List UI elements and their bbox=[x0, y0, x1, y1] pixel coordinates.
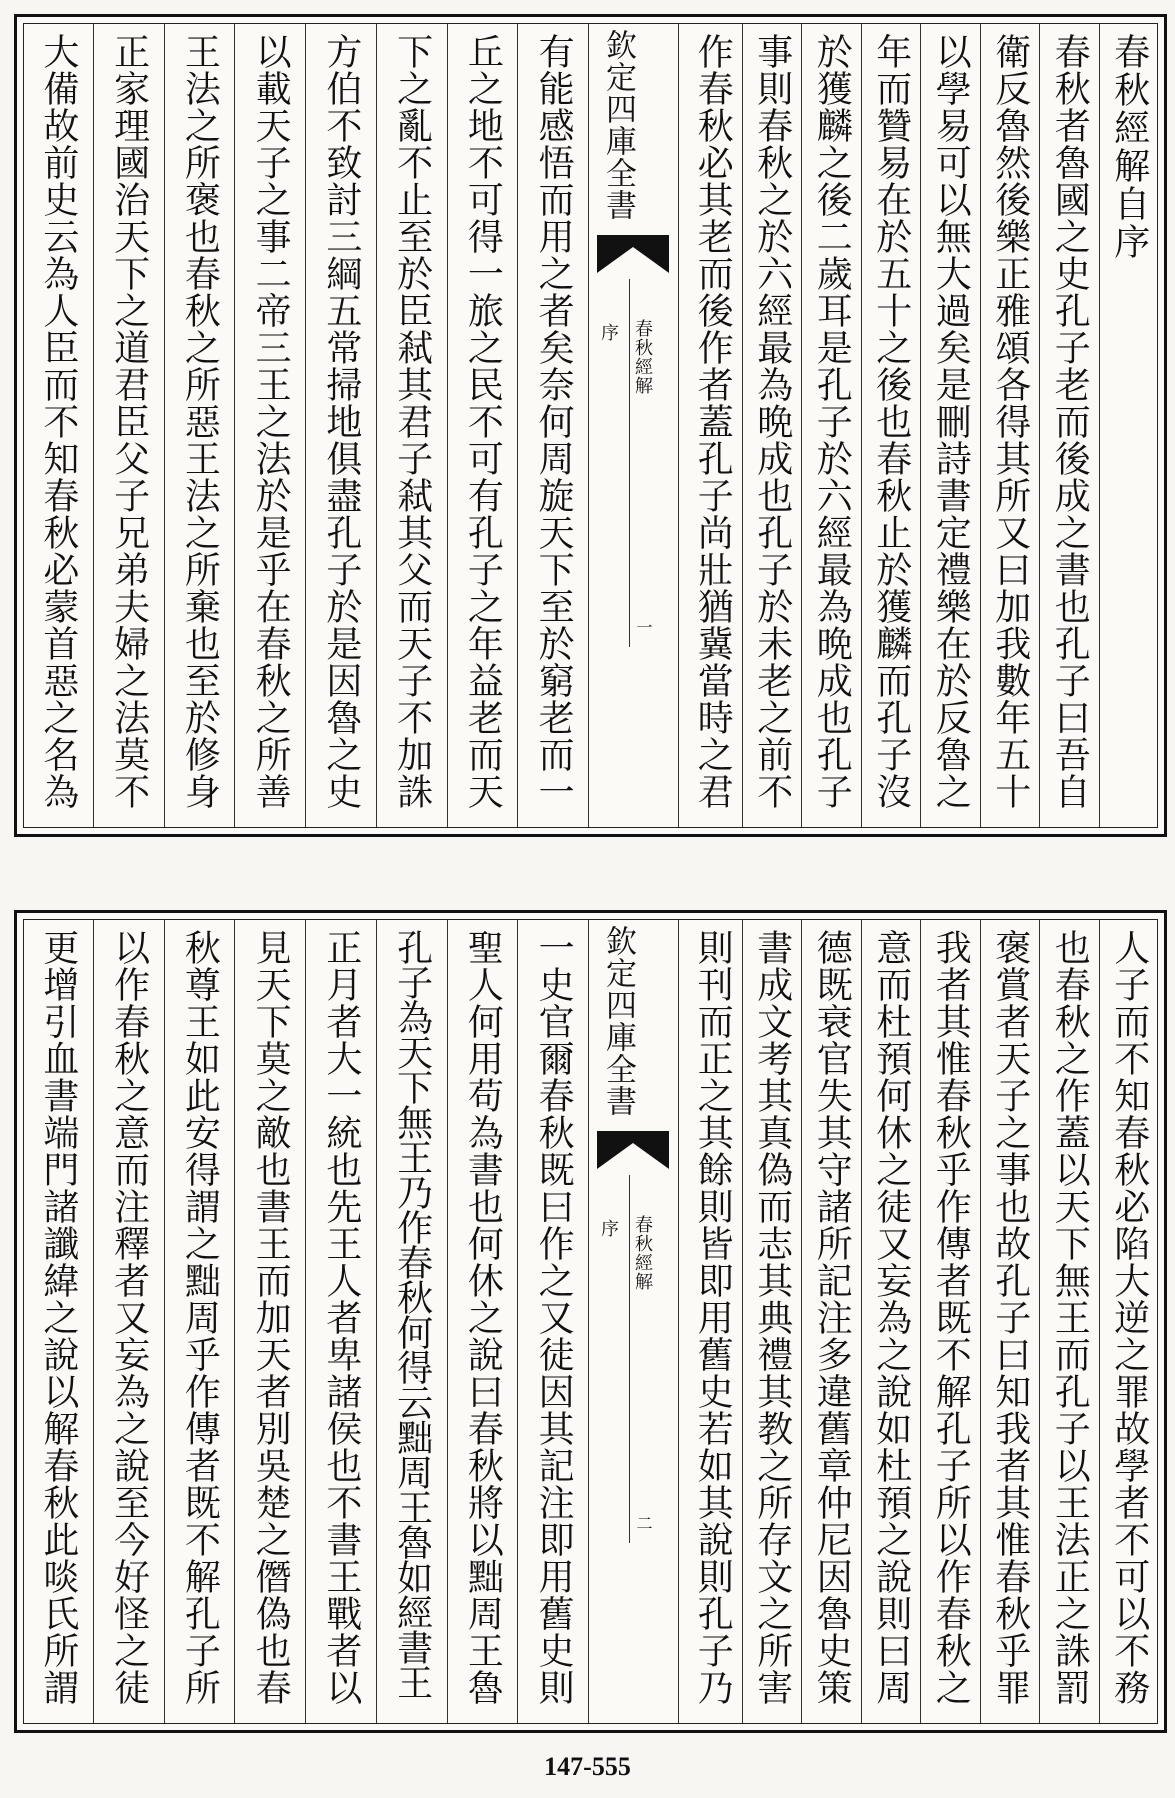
text-column bbox=[861, 23, 921, 828]
text-column bbox=[920, 23, 980, 828]
right-half bbox=[683, 919, 1158, 1724]
column-text: 正月者大一統也先王人者卑諸侯也不書王戰者以 bbox=[320, 929, 362, 1706]
column-text: 意而杜預何休之徒又妄為之說如杜預之說則曰周 bbox=[870, 929, 912, 1706]
page-bottom bbox=[14, 910, 1167, 1733]
text-column bbox=[376, 919, 447, 1724]
text-column bbox=[164, 919, 235, 1724]
text-column bbox=[164, 23, 235, 828]
column-text: 春秋者魯國之史孔子老而後成之書也孔子曰吾自 bbox=[1049, 33, 1091, 810]
column-text: 書成文考其真偽而志其典禮其教之所存文之所害 bbox=[751, 929, 793, 1706]
text-column bbox=[447, 23, 518, 828]
column-text: 作春秋必其老而後作者蓋孔子尚壯猶冀當時之君 bbox=[692, 33, 734, 810]
text-column bbox=[1099, 919, 1159, 1724]
text-column bbox=[920, 919, 980, 1724]
text-column bbox=[683, 23, 742, 828]
section-label: 序 bbox=[598, 323, 619, 341]
page-number: 一 bbox=[634, 619, 653, 635]
column-text: 也春秋之作蓋以天下無王而孔子以王法正之誅罰 bbox=[1049, 929, 1091, 1706]
text-column bbox=[305, 23, 376, 828]
section-label: 序 bbox=[598, 1219, 619, 1237]
column-text: 年而贊易在於五十之後也春秋止於獲麟而孔子沒 bbox=[870, 33, 912, 810]
text-column bbox=[801, 919, 861, 1724]
book-title: 春秋經解 bbox=[632, 319, 653, 395]
left-half bbox=[23, 919, 588, 1724]
text-column bbox=[517, 23, 588, 828]
text-column-title bbox=[1099, 23, 1159, 828]
column-text: 王法之所褒也春秋之所惡王法之所棄也至於修身 bbox=[179, 33, 221, 810]
column-text: 大備故前史云為人臣而不知春秋必蒙首惡之名為 bbox=[37, 33, 79, 810]
column-text: 方伯不致討三綱五常掃地俱盡孔子於是因魯之史 bbox=[320, 33, 362, 810]
column-text: 秋尊王如此安得謂之黜周乎作傳者既不解孔子所 bbox=[179, 929, 221, 1706]
column-text: 於獲麟之後二歲耳是孔子於六經最為晩成也孔子 bbox=[811, 33, 853, 810]
text-column bbox=[742, 919, 802, 1724]
column-text: 以作春秋之意而注釋者又妄為之說至今好怪之徒 bbox=[108, 929, 150, 1706]
column-text: 正家理國治天下之道君臣父子兄弟夫婦之法莫不 bbox=[108, 33, 150, 810]
text-column bbox=[980, 23, 1040, 828]
center-fold bbox=[588, 23, 679, 828]
column-text: 則刊而正之其餘則皆即用舊史若如其說則孔子乃 bbox=[692, 929, 734, 1706]
text-column bbox=[861, 919, 921, 1724]
text-column bbox=[234, 919, 305, 1724]
library-title: 欽定四庫全書 bbox=[600, 29, 636, 221]
text-column bbox=[1039, 919, 1099, 1724]
catalog-number: 147-555 bbox=[544, 1752, 631, 1781]
column-text: 褒賞者天子之事也故孔子曰知我者其惟春秋乎罪 bbox=[989, 929, 1031, 1706]
text-column bbox=[93, 919, 164, 1724]
column-text: 事則春秋之於六經最為晩成也孔子於未老之前不 bbox=[751, 33, 793, 810]
text-column bbox=[447, 919, 518, 1724]
text-column bbox=[234, 23, 305, 828]
library-title: 欽定四庫全書 bbox=[600, 925, 636, 1117]
column-text: 以載天子之事二帝三王之法於是乎在春秋之所善 bbox=[250, 33, 292, 810]
fish-tail-mark-icon bbox=[595, 1129, 671, 1173]
column-text: 春秋經解自序 bbox=[1108, 33, 1150, 261]
text-column bbox=[517, 919, 588, 1724]
text-column bbox=[23, 23, 93, 828]
column-text: 我者其惟春秋乎作傳者既不解孔子所以作春秋之 bbox=[930, 929, 972, 1706]
page-number: 二 bbox=[634, 1515, 653, 1531]
fish-tail-mark-icon bbox=[595, 233, 671, 277]
book-title: 春秋經解 bbox=[632, 1215, 653, 1291]
column-text: 更增引血書端門諸讖緯之說以解春秋此啖氏所謂 bbox=[37, 929, 79, 1706]
text-column bbox=[93, 23, 164, 828]
text-column bbox=[23, 919, 93, 1724]
column-text: 聖人何用苟為書也何休之說曰春秋將以黜周王魯 bbox=[462, 929, 504, 1706]
column-text: 衛反魯然後樂正雅頌各得其所又曰加我數年五十 bbox=[989, 33, 1031, 810]
center-rule bbox=[629, 1175, 630, 1543]
text-column bbox=[980, 919, 1040, 1724]
column-text: 以學易可以無大過矣是刪詩書定禮樂在於反魯之 bbox=[930, 33, 972, 810]
column-text: 德既衰官失其守諸所記注多違舊章仲尼因魯史策 bbox=[811, 929, 853, 1706]
center-rule bbox=[629, 279, 630, 647]
column-text: 一史官爾春秋既曰作之又徒因其記注即用舊史則 bbox=[533, 929, 575, 1706]
column-text: 孔子為天下無王乃作春秋何得云黜周王魯如經書王 bbox=[391, 929, 433, 1699]
column-text: 人子而不知春秋必陷大逆之罪故學者不可以不務 bbox=[1108, 929, 1150, 1706]
column-text: 下之亂不止至於臣弒其君子弒其父而天子不加誅 bbox=[391, 33, 433, 810]
text-column bbox=[376, 23, 447, 828]
text-column bbox=[742, 23, 802, 828]
page-top bbox=[14, 14, 1167, 837]
text-column bbox=[683, 919, 742, 1724]
right-half bbox=[683, 23, 1158, 828]
text-column bbox=[305, 919, 376, 1724]
left-half bbox=[23, 23, 588, 828]
column-text: 見天下莫之敵也書王而加天者別吳楚之僭偽也春 bbox=[250, 929, 292, 1706]
column-text: 丘之地不可得一旅之民不可有孔子之年益老而天 bbox=[462, 33, 504, 810]
text-column bbox=[1039, 23, 1099, 828]
column-text: 有能感悟而用之者矣奈何周旋天下至於窮老而一 bbox=[533, 33, 575, 810]
text-column bbox=[801, 23, 861, 828]
center-fold bbox=[588, 919, 679, 1724]
